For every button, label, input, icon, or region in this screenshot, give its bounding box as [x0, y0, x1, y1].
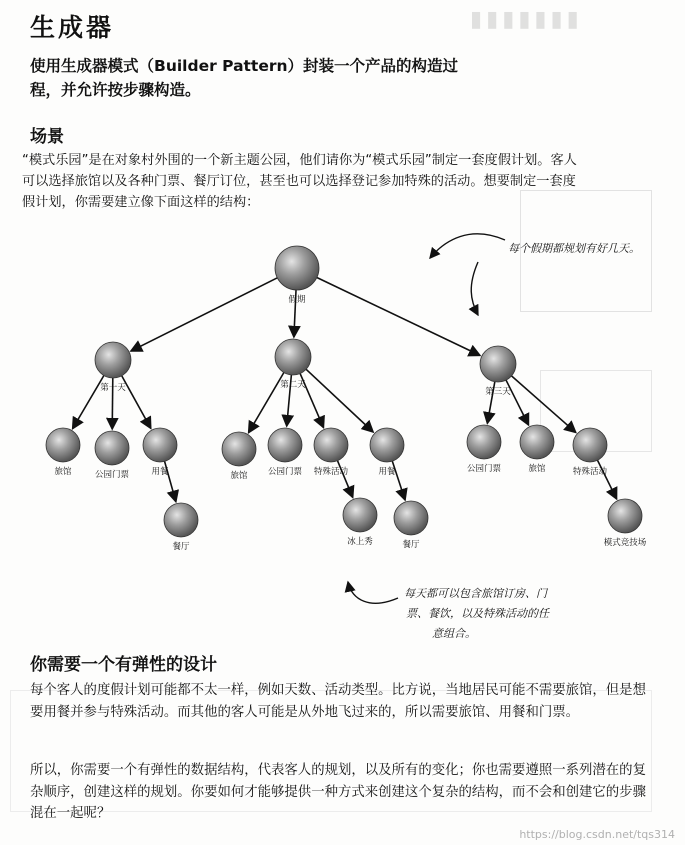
tree-edge	[306, 369, 373, 432]
tree-edge	[73, 376, 104, 429]
scene-heading: 场景	[30, 127, 64, 147]
bleed-through-text: ▮▮▮▮▮▮▮	[470, 6, 583, 32]
node-vacation	[275, 246, 319, 290]
node-item	[95, 431, 129, 465]
node-item	[268, 428, 302, 462]
node-item	[143, 428, 177, 462]
annotation-arrow	[471, 262, 478, 315]
node-leaf	[343, 498, 377, 532]
flexible-paragraph-2: 所以，你需要一个有弹性的数据结构，代表客人的规划，以及所有的变化；你也需要遵照一系列潜在的复杂顺序，创建这样的规划。你要如何才能够提供一种方式来创建这个复杂的结构，而不会和创建它的步骤混在一起呢？	[30, 763, 646, 821]
node-leaf	[608, 499, 642, 533]
tree-edge	[131, 278, 277, 351]
label-leaf: 餐厅	[172, 542, 190, 552]
node-day-2	[275, 339, 311, 375]
annotation-arrow	[430, 234, 505, 258]
annotation-bottom-3: 意组合。	[432, 627, 476, 640]
label-day: 第一天	[100, 383, 126, 393]
tree-edge	[512, 376, 576, 433]
label-leaf: 餐厅	[402, 540, 420, 550]
tree-edge	[122, 376, 151, 429]
node-item	[46, 428, 80, 462]
annotation-top: 每个假期都规划有好几天。	[508, 242, 640, 255]
node-item	[520, 425, 554, 459]
node-leaf	[394, 501, 428, 535]
flexible-paragraph-1: 每个客人的度假计划可能都不太一样，例如天数、活动类型。比方说，当地居民可能不需要旅馆，但是想要用餐并参与特殊活动。而其他的客人可能是从外地飞过来的，所以需要旅馆、用餐和门票。	[30, 683, 646, 720]
annotation-arrow	[348, 582, 398, 603]
label-leaf: 冰上秀	[347, 537, 373, 547]
label-item: 公园门票	[466, 464, 502, 474]
page-title: 生成器	[30, 13, 115, 42]
node-day-1	[95, 342, 131, 378]
node-day-3	[480, 346, 516, 382]
node-item	[370, 428, 404, 462]
node-item	[573, 428, 607, 462]
label-item: 用餐	[151, 467, 169, 477]
tree-edge	[317, 277, 480, 355]
label-day: 第三天	[485, 387, 511, 397]
node-item	[314, 428, 348, 462]
watermark: https://blog.csdn.net/tqs314	[519, 828, 675, 841]
tree-edge	[249, 373, 284, 433]
flexible-design-heading: 你需要一个有弹性的设计	[30, 655, 217, 675]
node-item	[467, 425, 501, 459]
page-subtitle: 使用生成器模式（Builder Pattern）封装一个产品的构造过程，并允许按步骤构造。	[30, 57, 459, 99]
label-item: 特殊活动	[313, 467, 349, 477]
label-item: 旅馆	[54, 467, 72, 477]
label-item: 公园门票	[267, 467, 303, 477]
label-item: 旅馆	[230, 471, 248, 481]
annotation-bottom-1: 每天都可以包含旅馆订房、门	[404, 587, 547, 600]
label-leaf: 模式竞技场	[603, 538, 647, 548]
node-item	[222, 432, 256, 466]
label-item: 特殊活动	[572, 467, 608, 477]
node-leaf	[164, 503, 198, 537]
annotation-bottom-2: 票、餐饮，以及特殊活动的任	[406, 607, 549, 620]
label-item: 公园门票	[94, 470, 130, 480]
label-item: 旅馆	[528, 464, 546, 474]
label-vacation: 假期	[288, 295, 306, 305]
scene-paragraph: “模式乐园”是在对象村外围的一个新主题公园，他们请你为“模式乐园”制定一套度假计划。客人可以选择旅馆以及各种门票、餐厅订位，甚至也可以选择登记参加特殊的活动。想要制定一套度假计划，你需要建立像下面这样的结构：	[22, 153, 577, 210]
label-day: 第二天	[280, 380, 306, 390]
label-item: 用餐	[378, 467, 396, 477]
